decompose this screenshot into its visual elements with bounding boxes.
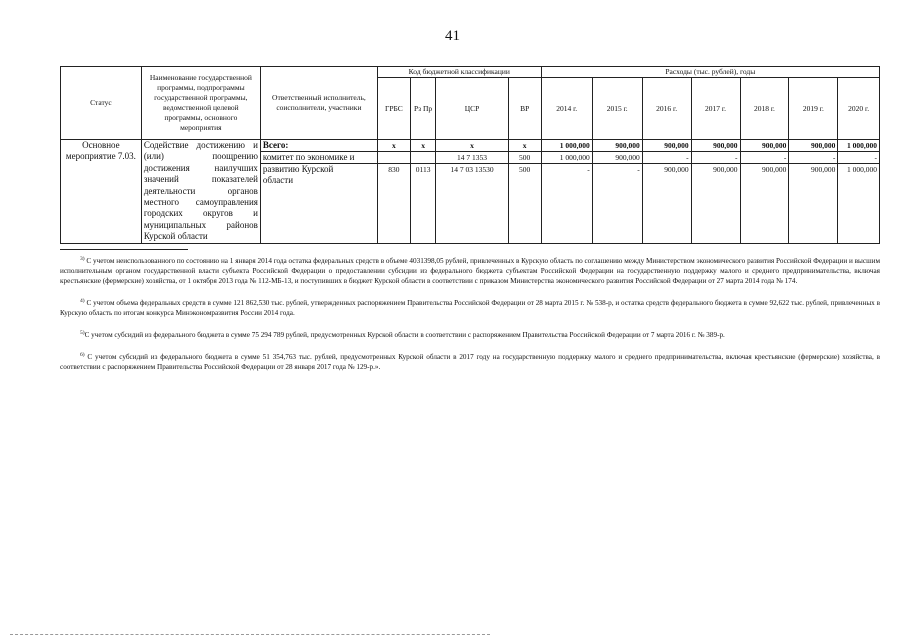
expense-value: 900,000 (713, 165, 738, 174)
footnote-text: С учетом объема федеральных средств в сумме 121 862,530 тыс. рублей, утвержденных распоряжением Правительства Российской Федерации от 28 марта 2015 г. № 538-р, и остатка средств федерального бюджета в сумме 92,622 тыс. рублей, привлеченных в Курскую область по итогам конкурса Минэкономразвития России 2014 года. (60, 299, 881, 317)
row-year-2019 (789, 140, 838, 244)
budget-table (60, 66, 880, 244)
footnote (60, 330, 880, 340)
row-name: Содействие достижению и (или) поощрению достижения наилучших значений показателей деятельности органов местного самоуправления городских округов и муниципальных районов Курской области (141, 140, 260, 244)
row-year-2018 (740, 140, 789, 244)
expense-value: - (637, 165, 640, 174)
row-status: Основное мероприятие 7.03. (61, 140, 142, 244)
expense-value: - (838, 152, 879, 164)
scan-edge-line (10, 634, 490, 635)
footnote-text: С учетом субсидий из федерального бюджета в сумме 75 294 789 рублей, предусмотренных Курской области в соответствии с распоряжением Правительства Российской Федерации от 7 марта 2016 г. № 389-р. (84, 331, 725, 339)
footnote-mark: 6) (80, 352, 85, 358)
expense-value: 1 000,000 (542, 152, 592, 164)
footnote (60, 256, 880, 286)
csr-value: 14 7 1353 (436, 152, 507, 164)
row-year-2017 (691, 140, 740, 244)
expense-value: - (643, 152, 691, 164)
footnote-text: С учетом субсидий из федерального бюджета в сумме 51 354,763 тыс. рублей, предусмотренных Курской области в 2017 году на государственную поддержку малого и среднего предпринимательства, включая крестьянские (фермерские) хозяйства, в соответствии с распоряжением Правительства Российской Федерации от 28 января 2017 года № 129-р.». (60, 353, 880, 371)
header-year: 2019 г. (789, 78, 838, 140)
row-csr (436, 140, 508, 244)
responsible-line: развитию Курской (262, 164, 334, 174)
header-rzpr: Рз Пр (410, 78, 436, 140)
expense-total: 1 000,000 (542, 140, 592, 152)
header-year: 2015 г. (592, 78, 642, 140)
header-vr: ВР (508, 78, 541, 140)
header-responsible: Ответственный исполнитель, соисполнители, участники (260, 67, 377, 140)
expense-value: 1 000,000 (847, 165, 877, 174)
expense-value: - (692, 152, 740, 164)
page-number: 41 (445, 28, 460, 44)
expense-total: 900,000 (741, 140, 789, 152)
header-year: 2014 г. (541, 78, 592, 140)
rzpr-value: х (411, 140, 436, 152)
expense-total: 900,000 (593, 140, 642, 152)
expense-value: 900,000 (762, 165, 787, 174)
expense-total: 900,000 (692, 140, 740, 152)
expense-total: 900,000 (643, 140, 691, 152)
footnote-mark: 3) (80, 256, 85, 262)
vr-value: х (509, 140, 541, 152)
expense-value: - (789, 152, 837, 164)
expense-value: 900,000 (593, 152, 642, 164)
responsible-line: комитет по экономике и (261, 152, 377, 164)
footnote-mark: 5) (80, 330, 85, 336)
footnote (60, 352, 880, 372)
header-budget-code: Код бюджетной классификации (377, 67, 541, 78)
expense-value: - (587, 165, 590, 174)
expense-value: - (741, 152, 789, 164)
expense-total: 900,000 (789, 140, 837, 152)
responsible-line: области (262, 175, 294, 185)
row-year-2015 (592, 140, 642, 244)
row-responsible (260, 140, 377, 244)
footnote (60, 298, 880, 318)
grbs-value: х (378, 140, 410, 152)
footnote-mark: 4) (80, 298, 85, 304)
header-csr: ЦСР (436, 78, 508, 140)
header-year: 2020 г. (838, 78, 880, 140)
csr-value: х (436, 140, 507, 152)
row-year-2014 (541, 140, 592, 244)
header-year: 2016 г. (642, 78, 691, 140)
rzpr-value (411, 152, 436, 164)
grbs-value (378, 152, 410, 164)
row-grbs (377, 140, 410, 244)
header-status: Статус (61, 67, 142, 140)
table-row (61, 140, 880, 244)
grbs-value: 830 (388, 165, 400, 174)
vr-value: 500 (509, 152, 541, 164)
row-vr (508, 140, 541, 244)
footnote-divider (60, 249, 188, 250)
row-year-2016 (642, 140, 691, 244)
responsible-total-label: Всего: (261, 140, 377, 152)
header-year: 2017 г. (691, 78, 740, 140)
header-expenses: Расходы (тыс. рублей), годы (541, 67, 879, 78)
expense-value: 900,000 (664, 165, 689, 174)
rzpr-value: 0113 (415, 165, 431, 174)
row-year-2020 (838, 140, 880, 244)
vr-value: 500 (519, 165, 531, 174)
footnote-text: С учетом неиспользованного по состоянию на 1 января 2014 года остатка федеральных средств в объеме 4031398,05 рублей, привлеченных в Курскую область по соглашению между Министерством экономического развития Российской Федерации и высшим исполнительным органом государственной власти субъекта Российской Федерации о предоставлении субсидии из федерального бюджета субъектам Российской Федерации на государственную поддержку малого и среднего предпринимательства, включая крестьянские (фермерские) хозяйства, от 1 октября 2013 года № 112-МБ-13, и поступивших в бюджет Курской области в соответствии с приказом Министерства экономического развития Российской Федерации от 27 марта 2014 года № 174. (60, 257, 880, 285)
csr-value: 14 7 03 13530 (450, 165, 494, 174)
header-grbs: ГРБС (377, 78, 410, 140)
expense-total: 1 000,000 (838, 140, 879, 152)
header-year: 2018 г. (740, 78, 789, 140)
footnotes (60, 256, 880, 384)
expense-value: 900,000 (810, 165, 836, 174)
header-name: Наименование государственной программы, подпрограммы государственной программы, ведомственной целевой программы, основного мероприятия (141, 67, 260, 140)
row-rzpr (410, 140, 436, 244)
